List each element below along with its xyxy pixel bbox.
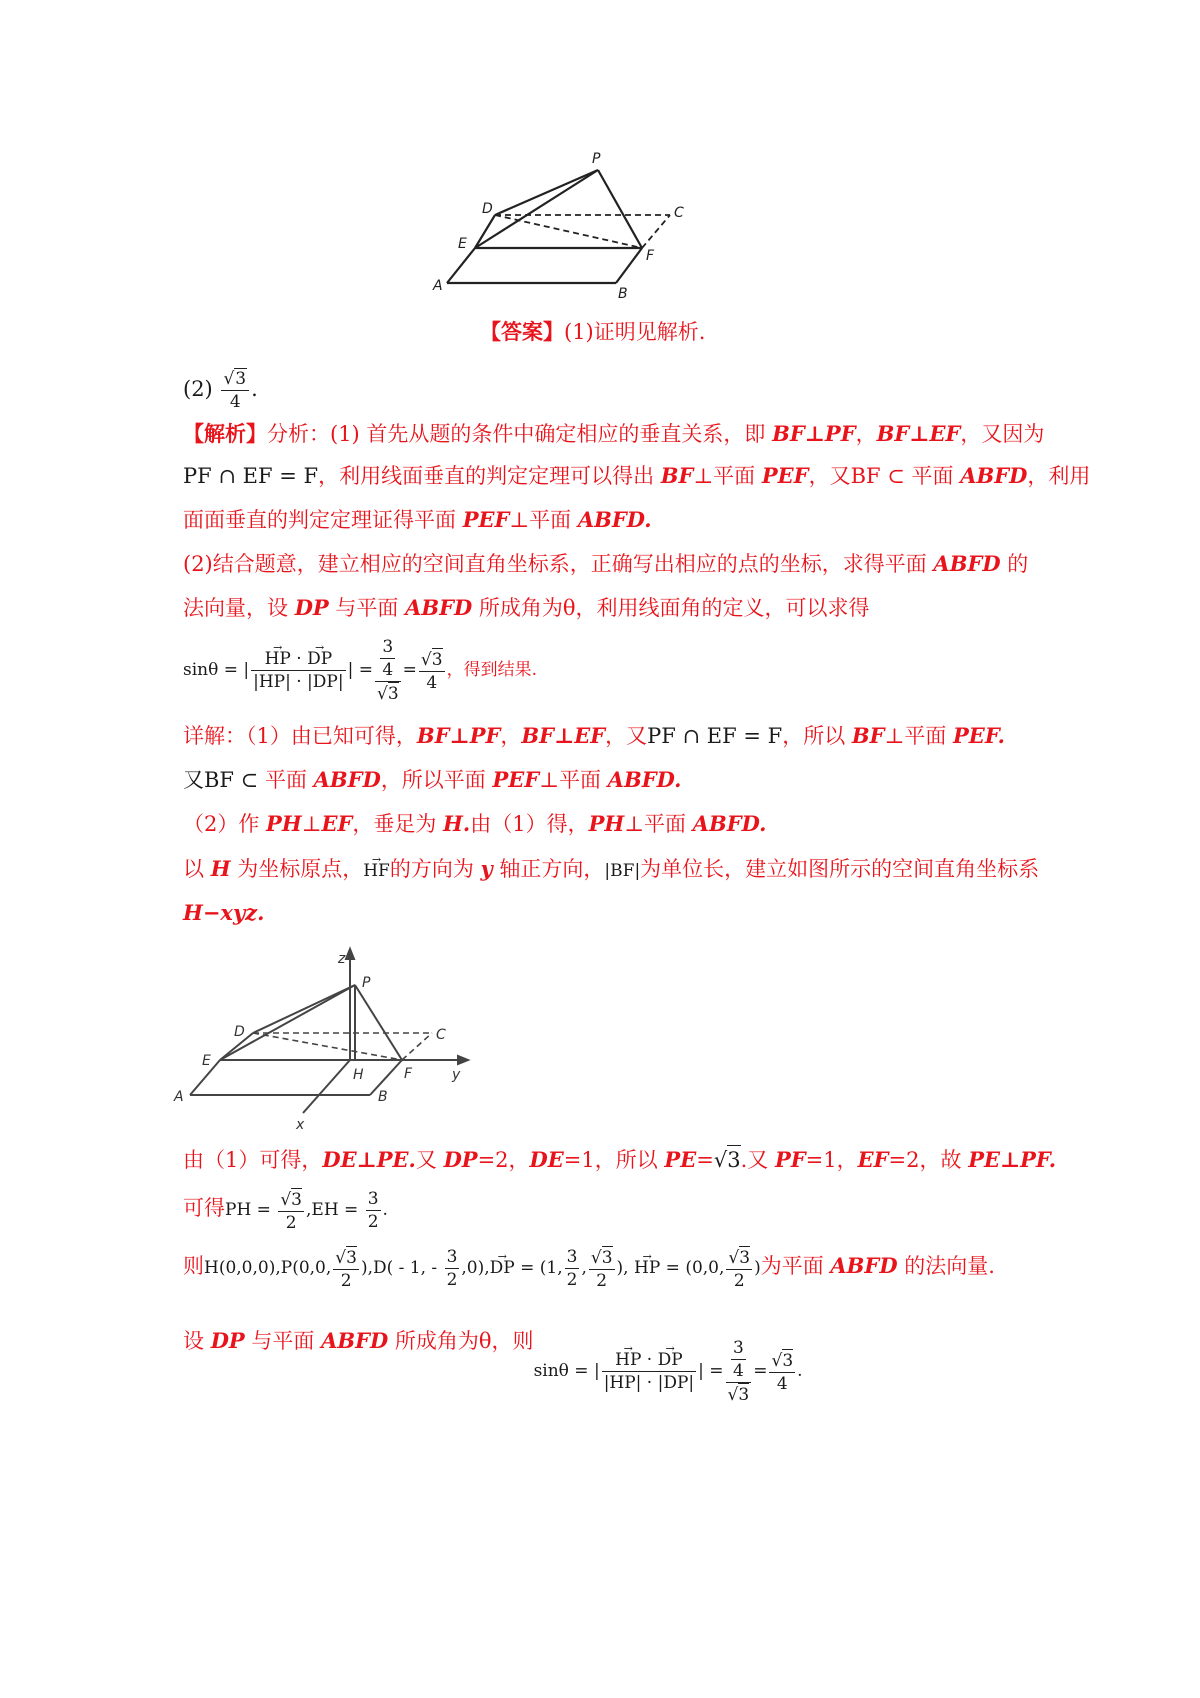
answer-fraction: $\frac{√3}{4}$ bbox=[221, 368, 249, 413]
fig2-label-B: B bbox=[378, 1089, 388, 1105]
after-line-2: 可得PH = $\frac{√3}{2}$ ,EH = $\frac{3}{2}$ . bbox=[183, 1189, 388, 1233]
fig1-label-A: A bbox=[433, 278, 443, 294]
fig1-label-C: C bbox=[674, 205, 684, 221]
after-line-4: 设 DP 与平面 ABFD 所成角为θ，则sinθ = | → $\frac{HP \cdot \to DP}{|HP| \cdot |DP|}$ | = $\frac{\frac{3}{4}}{√3}$ = $\frac{√3}{4}$ . bbox=[183, 1296, 803, 1386]
after-line-3: 则H(0,0,0),P(0,0, $\frac{√3}{2}$ ),D( - 1, - $\frac{3}{2}$ ,0),→ DP = (1, $\frac{3}{2}$ , $\frac{√3}{2}$ ), → HP = (0,0, $\frac{√3}{2}$ )为平面 ABFD 的法向量. bbox=[183, 1238, 995, 1294]
fig1-label-F: F bbox=[646, 248, 655, 264]
answer-part2-label: (2) bbox=[183, 377, 213, 401]
analysis-line-2: PF ∩ EF = F，利用线面垂直的判定定理可以得出 BF⊥平面 PEF，又BF ⊂ 平面 ABFD，利用 bbox=[183, 463, 1091, 488]
fig2-label-P: P bbox=[362, 975, 371, 991]
fig2-label-x: x bbox=[296, 1117, 305, 1133]
analysis-head: 【解析】 bbox=[183, 421, 267, 446]
fig1-label-B: B bbox=[618, 286, 628, 300]
answer-part2: (2) $\frac{√3}{4}$ . bbox=[183, 369, 258, 412]
detail-line-4: 以 H 为坐标原点，→ HF的方向为 y 轴正方向，|BF|为单位长，建立如图所示的空间直角坐标系 bbox=[183, 855, 1039, 885]
formula-sin-1: sinθ = | → $\frac{HP \cdot \to DP}{|HP| \cdot |DP|}$ | = $\frac{\frac{3}{4}}{√3}$ = $\frac{√3}{4}$ ，得到结果. bbox=[183, 630, 537, 710]
figure-pyramid-2 bbox=[170, 945, 490, 1135]
fig2-label-C: C bbox=[436, 1027, 446, 1043]
detail-line-5: H−xyz. bbox=[183, 900, 265, 925]
analysis-line-1: 【解析】分析：(1) 首先从题的条件中确定相应的垂直关系，即 BF⊥PF，BF⊥EF，又因为 bbox=[183, 421, 1045, 446]
fig2-label-y: y bbox=[452, 1067, 461, 1083]
answer-part1: (1)证明见解析. bbox=[564, 320, 706, 344]
fig2-label-z: z bbox=[338, 951, 346, 967]
fig2-label-D: D bbox=[234, 1024, 245, 1040]
fig2-label-E: E bbox=[202, 1053, 211, 1069]
answer-head: 【答案】 bbox=[480, 319, 564, 344]
detail-line-3: （2）作 PH⊥EF，垂足为 H.由（1）得，PH⊥平面 ABFD. bbox=[183, 811, 767, 836]
fig2-label-A: A bbox=[174, 1089, 184, 1105]
analysis-line-5: 法向量，设 DP 与平面 ABFD 所成角为θ，利用线面角的定义，可以求得 bbox=[183, 595, 870, 620]
figure-pyramid-1 bbox=[430, 150, 710, 300]
after-line-1: 由（1）可得，DE⊥PE.又 DP=2，DE=1，所以 PE=√3.又 PF=1，EF=2，故 PE⊥PF. bbox=[183, 1147, 1057, 1172]
fig1-label-E: E bbox=[458, 236, 467, 252]
fig1-label-P: P bbox=[592, 151, 601, 167]
analysis-line-4: (2)结合题意，建立相应的空间直角坐标系，正确写出相应的点的坐标，求得平面 ABFD 的 bbox=[183, 551, 1029, 576]
analysis-line-3: 面面垂直的判定定理证得平面 PEF⊥平面 ABFD. bbox=[183, 507, 652, 532]
fig2-label-F: F bbox=[404, 1066, 413, 1082]
answer-line bbox=[480, 318, 705, 346]
fig2-label-H: H bbox=[353, 1067, 364, 1083]
formula-sin-2: sinθ = | → $\frac{HP \cdot \to DP}{|HP| \cdot |DP|}$ | = $\frac{\frac{3}{4}}{√3}$ = $\frac{√3}{4}$ . bbox=[534, 1337, 803, 1406]
detail-line-2: 又BF ⊂ 平面 ABFD，所以平面 PEF⊥平面 ABFD. bbox=[183, 767, 682, 792]
detail-line-1: 详解：（1）由已知可得，BF⊥PF，BF⊥EF，又PF ∩ EF = F，所以 BF⊥平面 PEF. bbox=[183, 723, 1005, 748]
fig1-label-D: D bbox=[482, 201, 493, 217]
